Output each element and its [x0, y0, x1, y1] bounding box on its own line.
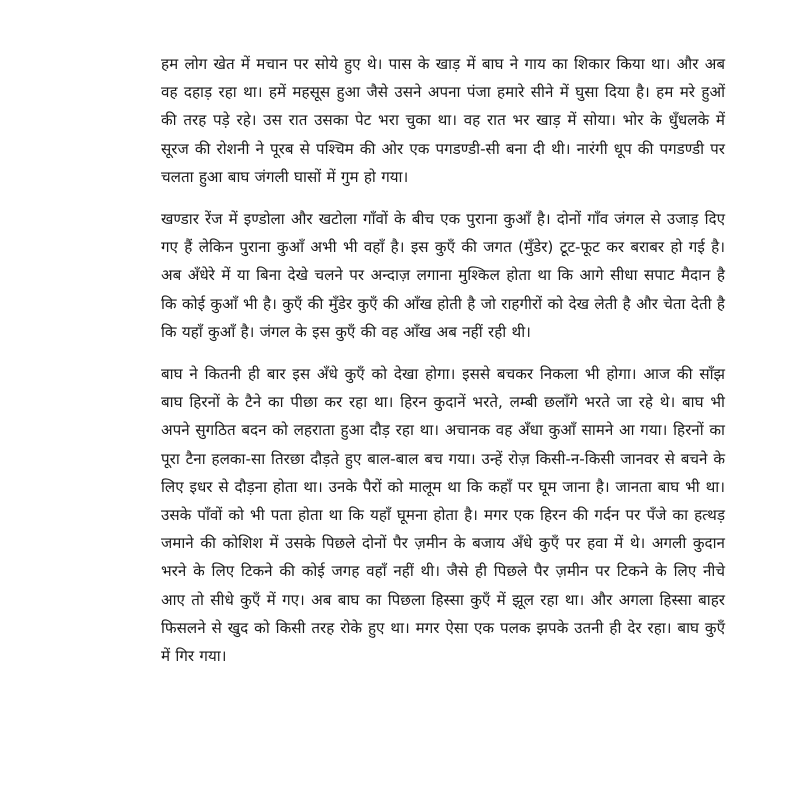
- text-column: [161, 50, 725, 684]
- paragraph-3: बाघ ने कितनी ही बार इस अँधे कुएँ को देखा होगा। इससे बचकर निकला भी होगा। आज की साँझ बाघ हिरनों के टैने का पीछा कर रहा था। हिरन कुदानें भरते, लम्बी छलाँगे भरते जा रहे थे। बाघ भी अपने सुगठित बदन को लहराता हुआ दौड़ रहा था। अचानक वह अँधा कुआँ सामने आ गया। हिरनों का पूरा टैना हलका-सा तिरछा दौड़ते हुए बाल-बाल बच गया। उन्हें रोज़ किसी-न-किसी जानवर से बचने के लिए इधर से दौड़ना होता था। उनके पैरों को मालूम था कि कहाँ पर घूम जाना है। जानता बाघ भी था। उसके पाँवों को भी पता होता था कि यहाँ घूमना होता है। मगर एक हिरन की गर्दन पर पँजे का हत्थड़ जमाने की कोशिश में उसके पिछले दोनों पैर ज़मीन के बजाय अँधे कुएँ पर हवा में थे। अगली कुदान भरने के लिए टिकने की कोई जगह वहाँ नहीं थी। जैसे ही पिछले पैर ज़मीन पर टिकने के लिए नीचे आए तो सीधे कुएँ में गए। अब बाघ का पिछला हिस्सा कुएँ में झूल रहा था। और अगला हिस्सा बाहर फिसलने से खुद को किसी तरह रोके हुए था। मगर ऐसा एक पलक झपके उतनी ही देर रहा। बाघ कुएँ में गिर गया।: [161, 365, 726, 666]
- paragraph-1: हम लोग खेत में मचान पर सोये हुए थे। पास के खाड़ में बाघ ने गाय का शिकार किया था। और अब वह दहाड़ रहा था। हमें महसूस हुआ जैसे उसने अपना पंजा हमारे सीने में घुसा दिया है। हम मरे हुओं की तरह पड़े रहे। उस रात उसका पेट भरा चुका था। वह रात भर खाड़ में सोया। भोर के धुँधलके में सूरज की रोशनी ने पूरब से पश्चिम की ओर एक पगडण्डी-सी बना दी थी। नारंगी धूप की पगडण्डी पर चलता हुआ बाघ जंगली घासों में गुम हो गया।: [161, 55, 725, 186]
- paragraph-2: खण्डार रेंज में इण्डोला और खटोला गाँवों के बीच एक पुराना कुआँ है। दोनों गाँव जंगल से उजाड़ दिए गए हैं लेकिन पुराना कुआँ अभी भी वहाँ है। इस कुएँ की जगत (मुँडेर) टूट-फूट कर बराबर हो गई है। अब अँधेरे में या बिना देखे चलने पर अन्दाज़ लगाना मुश्किल होता था कि आगे सीधा सपाट मैदान है कि कोई कुआँ भी है। कुएँ की मुँडेर कुएँ की आँख होती है जो राहगीरों को देख लेती है और चेता देती है कि यहाँ कुआँ है। जंगल के इस कुएँ की वह आँख अब नहीं रही थी।: [161, 210, 725, 341]
